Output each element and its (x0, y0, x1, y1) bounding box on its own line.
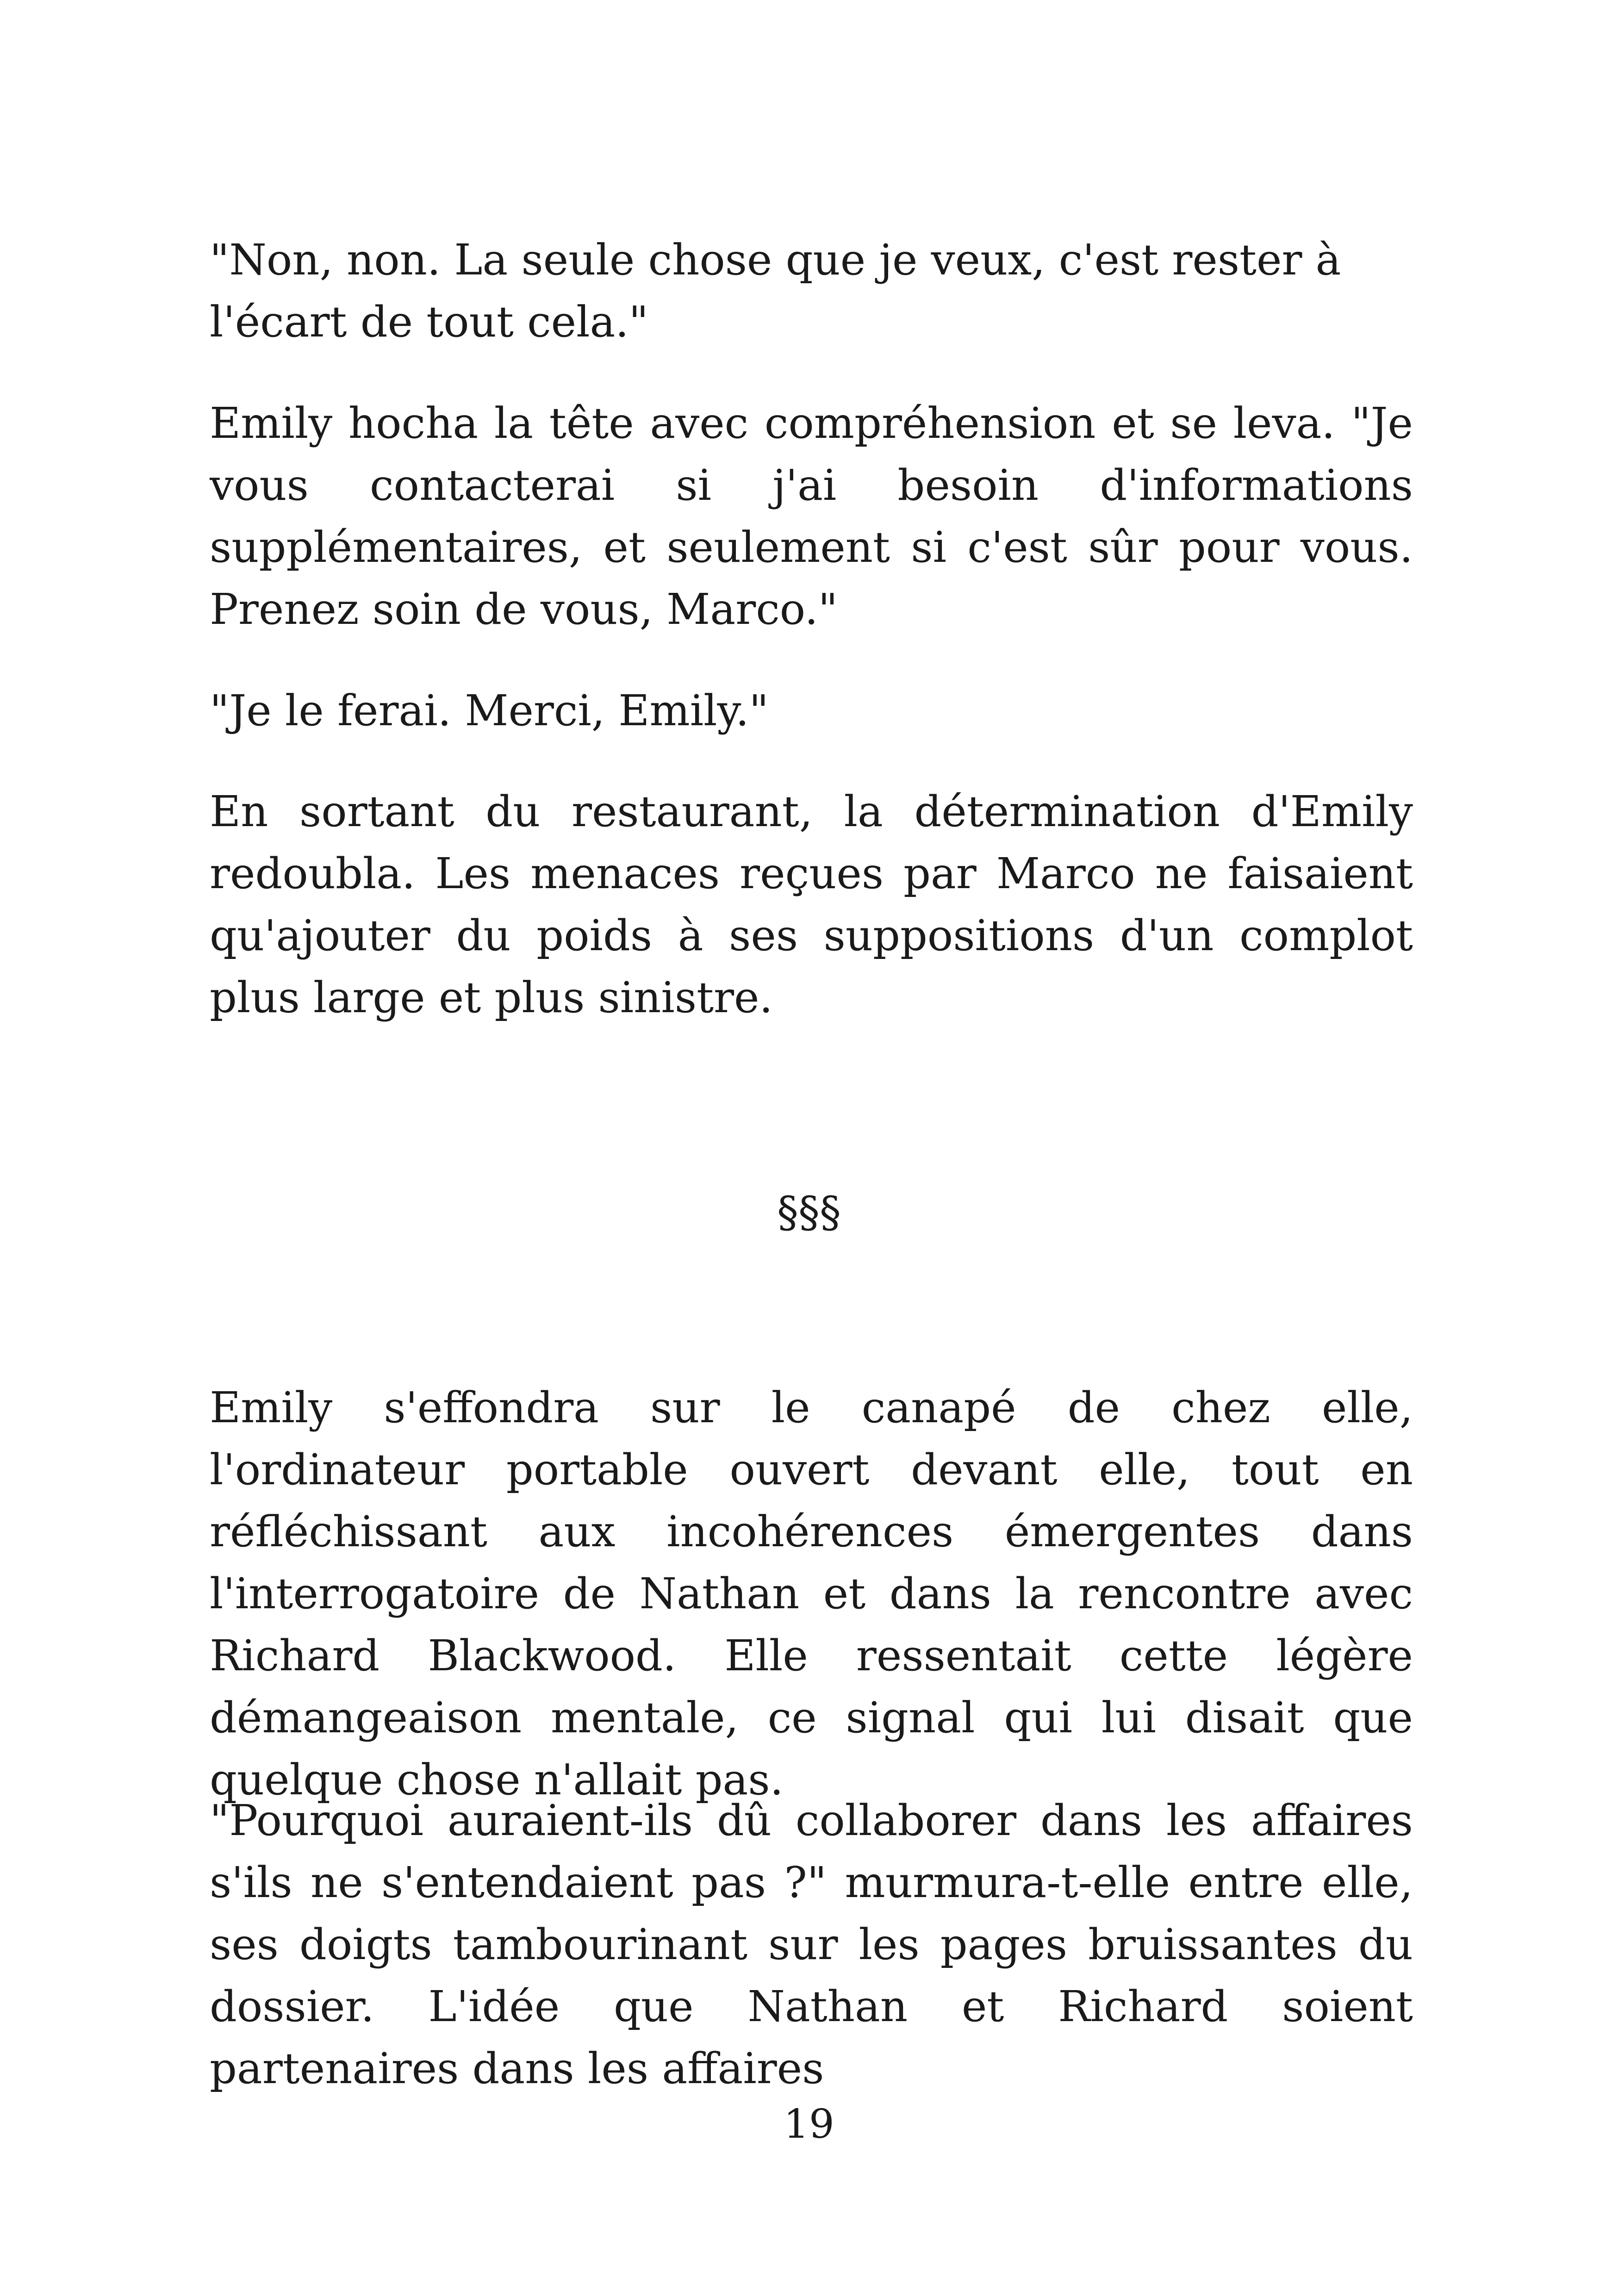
paragraph-3: "Je le ferai. Merci, Emily." (210, 686, 769, 735)
section-separator: §§§ (777, 1188, 841, 1237)
paragraph-6: "Pourquoi auraient-ils dû collaborer dans les affaires s'ils ne s'entendaient pas ?" murmura-t-elle entre elle, ses doigts tambourinant sur les pages bruissantes du dossier. L'idée que Nathan et Richard soient partenaires dans les affaires (210, 1796, 1413, 2093)
paragraph-1: "Non, non. La seule chose que je veux, c'est rester à l'écart de tout cela." (210, 235, 1341, 347)
page-number: 19 (784, 2101, 834, 2147)
paragraph-2: Emily hocha la tête avec compréhension et se leva. "Je vous contacterai si j'ai besoin d'informations supplémentaires, et seulement si c'est sûr pour vous. Prenez soin de vous, Marco." (210, 398, 1413, 634)
paragraph-4: En sortant du restaurant, la détermination d'Emily redoubla. Les menaces reçues par Marco ne faisaient qu'ajouter du poids à ses suppositions d'un complot plus large et plus sinistre. (210, 787, 1413, 1022)
paragraph-5: Emily s'effondra sur le canapé de chez elle, l'ordinateur portable ouvert devant elle, tout en réfléchissant aux incohérences émergentes dans l'interrogatoire de Nathan et dans la rencontre avec Richard Blackwood. Elle ressentait cette légère démangeaison mentale, ce signal qui lui disait que quelque chose n'allait pas. (210, 1383, 1413, 1804)
